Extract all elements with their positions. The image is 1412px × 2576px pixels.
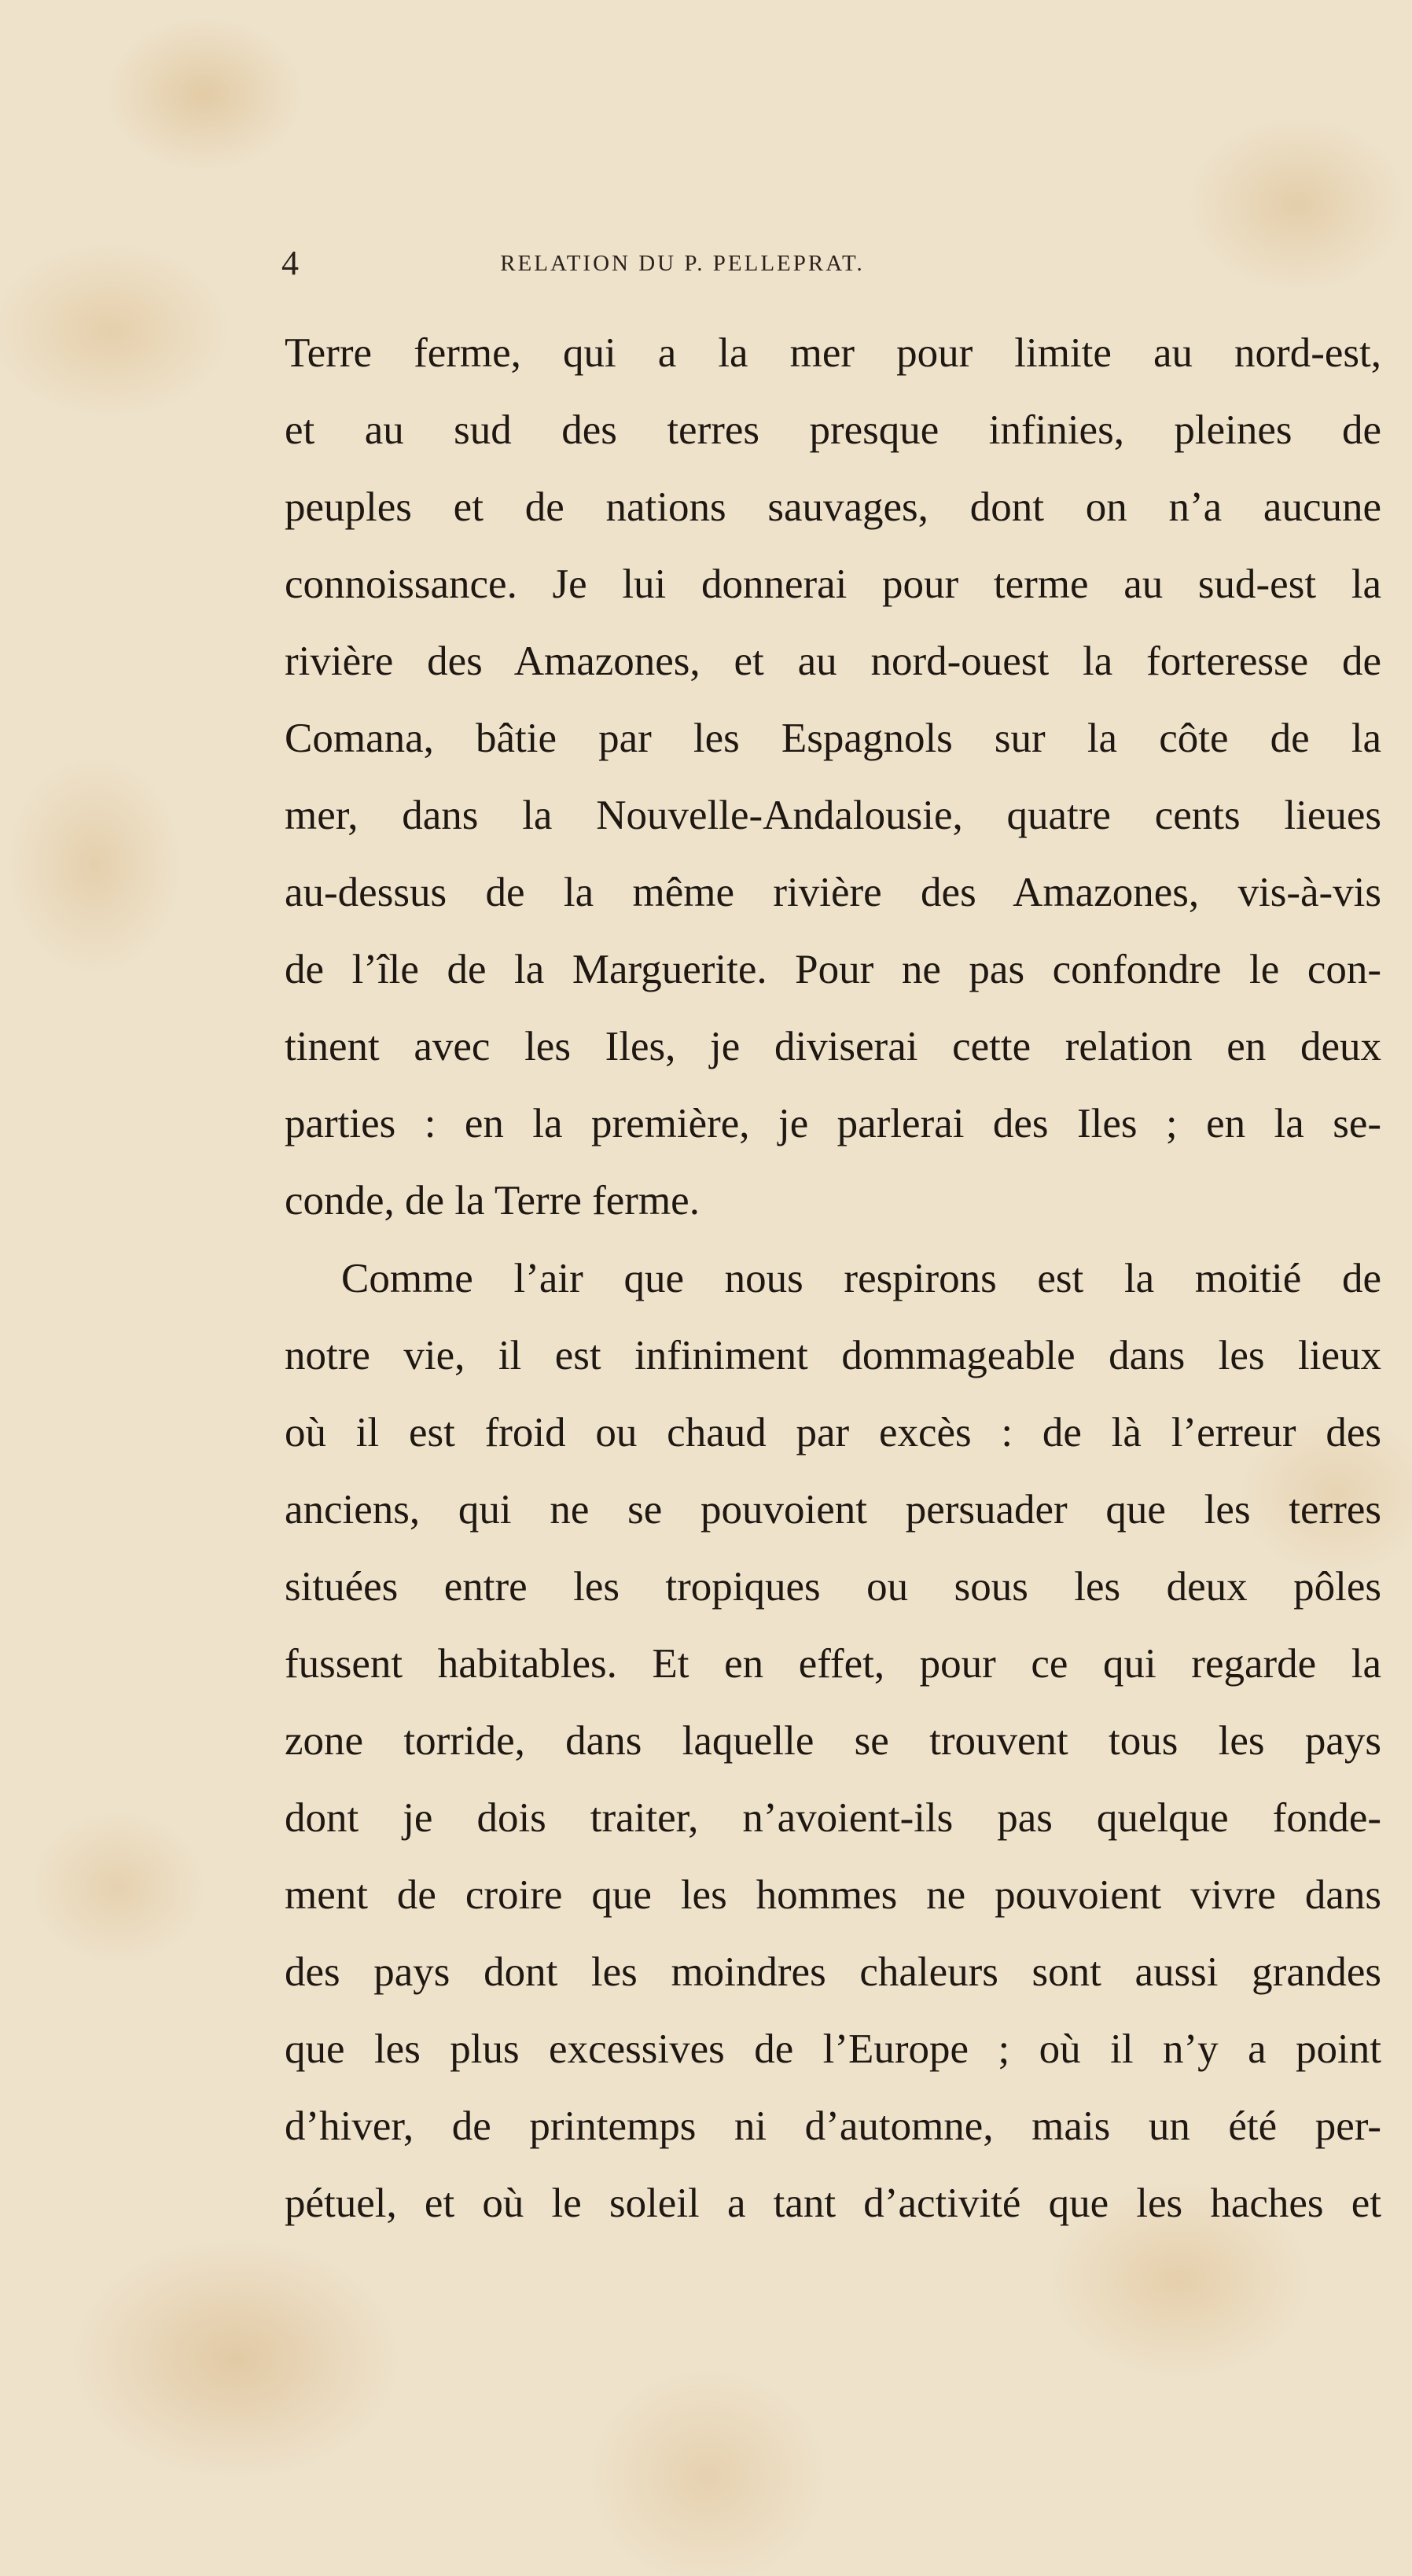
text-line: Terre ferme, qui a la mer pour limite au nord-est, xyxy=(285,330,1381,376)
text-line: que les plus excessives de l’Europe ; où il n’y a point xyxy=(285,2026,1381,2072)
text-line: mer, dans la Nouvelle-Andalousie, quatre cents lieues xyxy=(285,793,1381,838)
page-number: 4 xyxy=(281,244,299,282)
text-line: dont je dois traiter, n’avoient-ils pas quelque fonde- xyxy=(285,1795,1381,1841)
text-line: Comana, bâtie par les Espagnols sur la côte de la xyxy=(285,716,1381,761)
page-header xyxy=(281,240,1083,287)
paragraph xyxy=(285,1240,1381,2242)
text-line: des pays dont les moindres chaleurs sont aussi grandes xyxy=(285,1949,1381,1995)
text-line: conde, de la Terre ferme. xyxy=(285,1178,700,1224)
running-head: RELATION DU P. PELLEPRAT. xyxy=(500,251,865,276)
text-line: zone torride, dans laquelle se trouvent tous les pays xyxy=(285,1718,1381,1764)
text-line: notre vie, il est infiniment dommageable dans les lieux xyxy=(285,1333,1381,1378)
text-line: parties : en la première, je parlerai des Iles ; en la se- xyxy=(285,1101,1381,1146)
text-line: tinent avec les Iles, je diviserai cette relation en deux xyxy=(285,1024,1381,1069)
text-line: connoissance. Je lui donnerai pour terme au sud-est la xyxy=(285,561,1381,607)
paragraph xyxy=(285,315,1381,1239)
text-line: anciens, qui ne se pouvoient persuader que les terres xyxy=(285,1487,1381,1533)
text-line: Comme l’air que nous respirons est la moitié de xyxy=(341,1256,1381,1301)
text-line: d’hiver, de printemps ni d’automne, mais un été per- xyxy=(285,2103,1381,2149)
text-line: ment de croire que les hommes ne pouvoient vivre dans xyxy=(285,1872,1381,1918)
text-line: où il est froid ou chaud par excès : de là l’erreur des xyxy=(285,1410,1381,1455)
body-text xyxy=(285,315,1381,2242)
text-line: situées entre les tropiques ou sous les deux pôles xyxy=(285,1564,1381,1610)
text-line: peuples et de nations sauvages, dont on n’a aucune xyxy=(285,484,1381,530)
text-line: pétuel, et où le soleil a tant d’activité que les haches et xyxy=(285,2180,1381,2226)
text-line: au-dessus de la même rivière des Amazones, vis-à-vis xyxy=(285,870,1381,915)
text-line: rivière des Amazones, et au nord-ouest la forteresse de xyxy=(285,638,1381,684)
text-line: et au sud des terres presque infinies, pleines de xyxy=(285,407,1381,453)
text-line: de l’île de la Marguerite. Pour ne pas confondre le con- xyxy=(285,947,1381,992)
text-line: fussent habitables. Et en effet, pour ce qui regarde la xyxy=(285,1641,1381,1687)
